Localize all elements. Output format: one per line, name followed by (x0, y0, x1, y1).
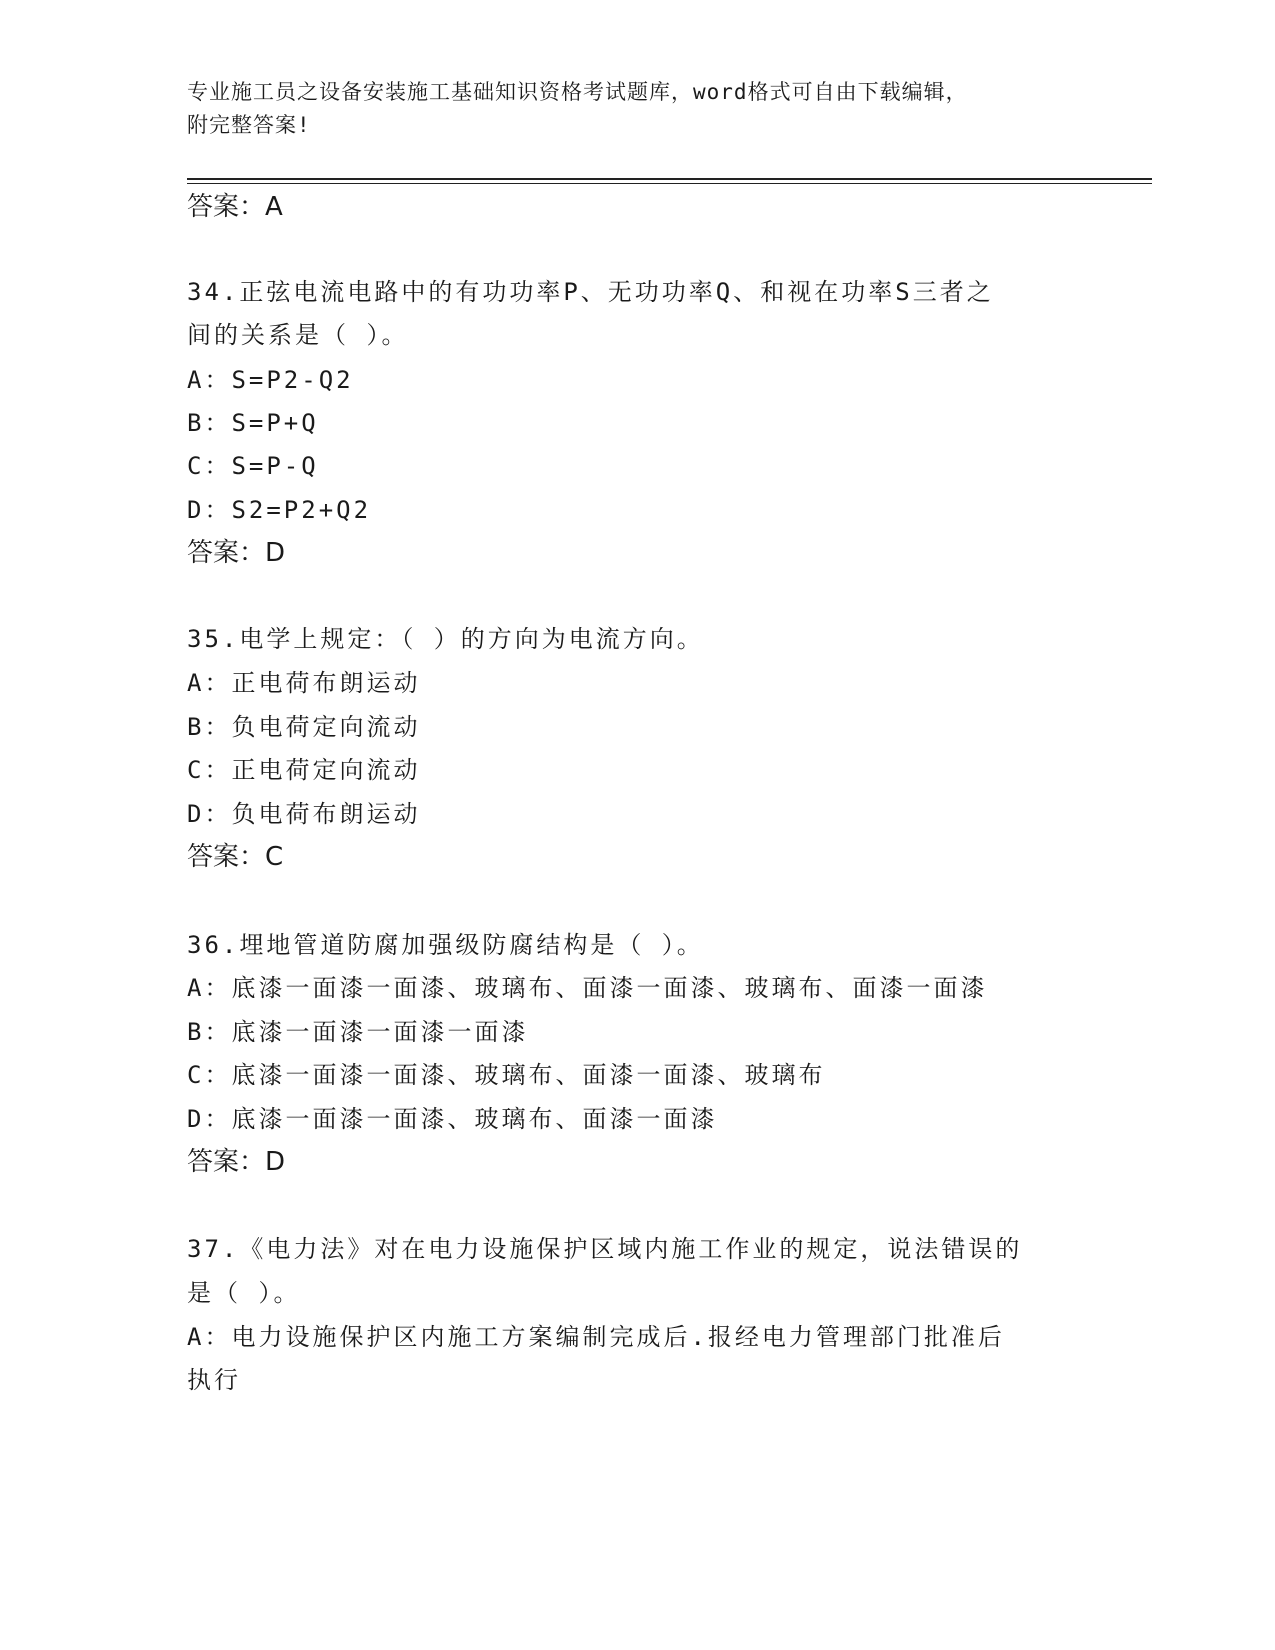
question-36-stem-line-1: 36.埋地管道防腐加强级防腐结构是（ ）。 (187, 931, 704, 959)
question-37-stem-line-1: 37.《电力法》对在电力设施保护区域内施工作业的规定，说法错误的 (187, 1235, 1023, 1263)
question-34-option-b: B：S=P+Q (187, 409, 319, 437)
header-line-2: 附完整答案! (187, 113, 311, 137)
answer-previous: 答案：A (187, 192, 283, 222)
question-35-option-a: A：正电荷布朗运动 (187, 669, 421, 697)
question-36-option-c: C：底漆一面漆一面漆、玻璃布、面漆一面漆、玻璃布 (187, 1061, 826, 1089)
question-34-option-d: D：S2=P2+Q2 (187, 496, 372, 524)
question-36-answer: 答案：D (187, 1147, 286, 1177)
question-35-option-d: D：负电荷布朗运动 (187, 800, 421, 828)
question-37-stem-line-2: 是（ ）。 (187, 1279, 301, 1307)
question-34-option-c: C：S=P-Q (187, 452, 319, 480)
header-rule-thin (187, 183, 1152, 184)
question-35-answer: 答案：C (187, 842, 284, 872)
question-34-stem-line-2: 间的关系是（ ）。 (187, 321, 409, 349)
question-36-option-a: A：底漆一面漆一面漆、玻璃布、面漆一面漆、玻璃布、面漆一面漆 (187, 974, 988, 1002)
document-header (187, 76, 1087, 142)
question-35-option-c: C：正电荷定向流动 (187, 756, 421, 784)
question-34-answer: 答案：D (187, 538, 286, 568)
question-34-stem-line-1: 34.正弦电流电路中的有功功率P、无功功率Q、和视在功率S三者之 (187, 278, 994, 306)
question-36-option-b: B：底漆一面漆一面漆一面漆 (187, 1018, 529, 1046)
question-37-option-a: A：电力设施保护区内施工方案编制完成后.报经电力管理部门批准后 (187, 1323, 1005, 1351)
question-35-option-b: B：负电荷定向流动 (187, 713, 421, 741)
question-35-stem-line-1: 35.电学上规定：（ ）的方向为电流方向。 (187, 625, 704, 653)
question-37-option-a-continued: 执行 (187, 1366, 241, 1394)
question-36-option-d: D：底漆一面漆一面漆、玻璃布、面漆一面漆 (187, 1105, 718, 1133)
header-rule-thick (187, 178, 1152, 180)
question-34-option-a: A：S=P2-Q2 (187, 366, 354, 394)
header-line-1: 专业施工员之设备安装施工基础知识资格考试题库，word格式可自由下载编辑， (187, 80, 968, 104)
